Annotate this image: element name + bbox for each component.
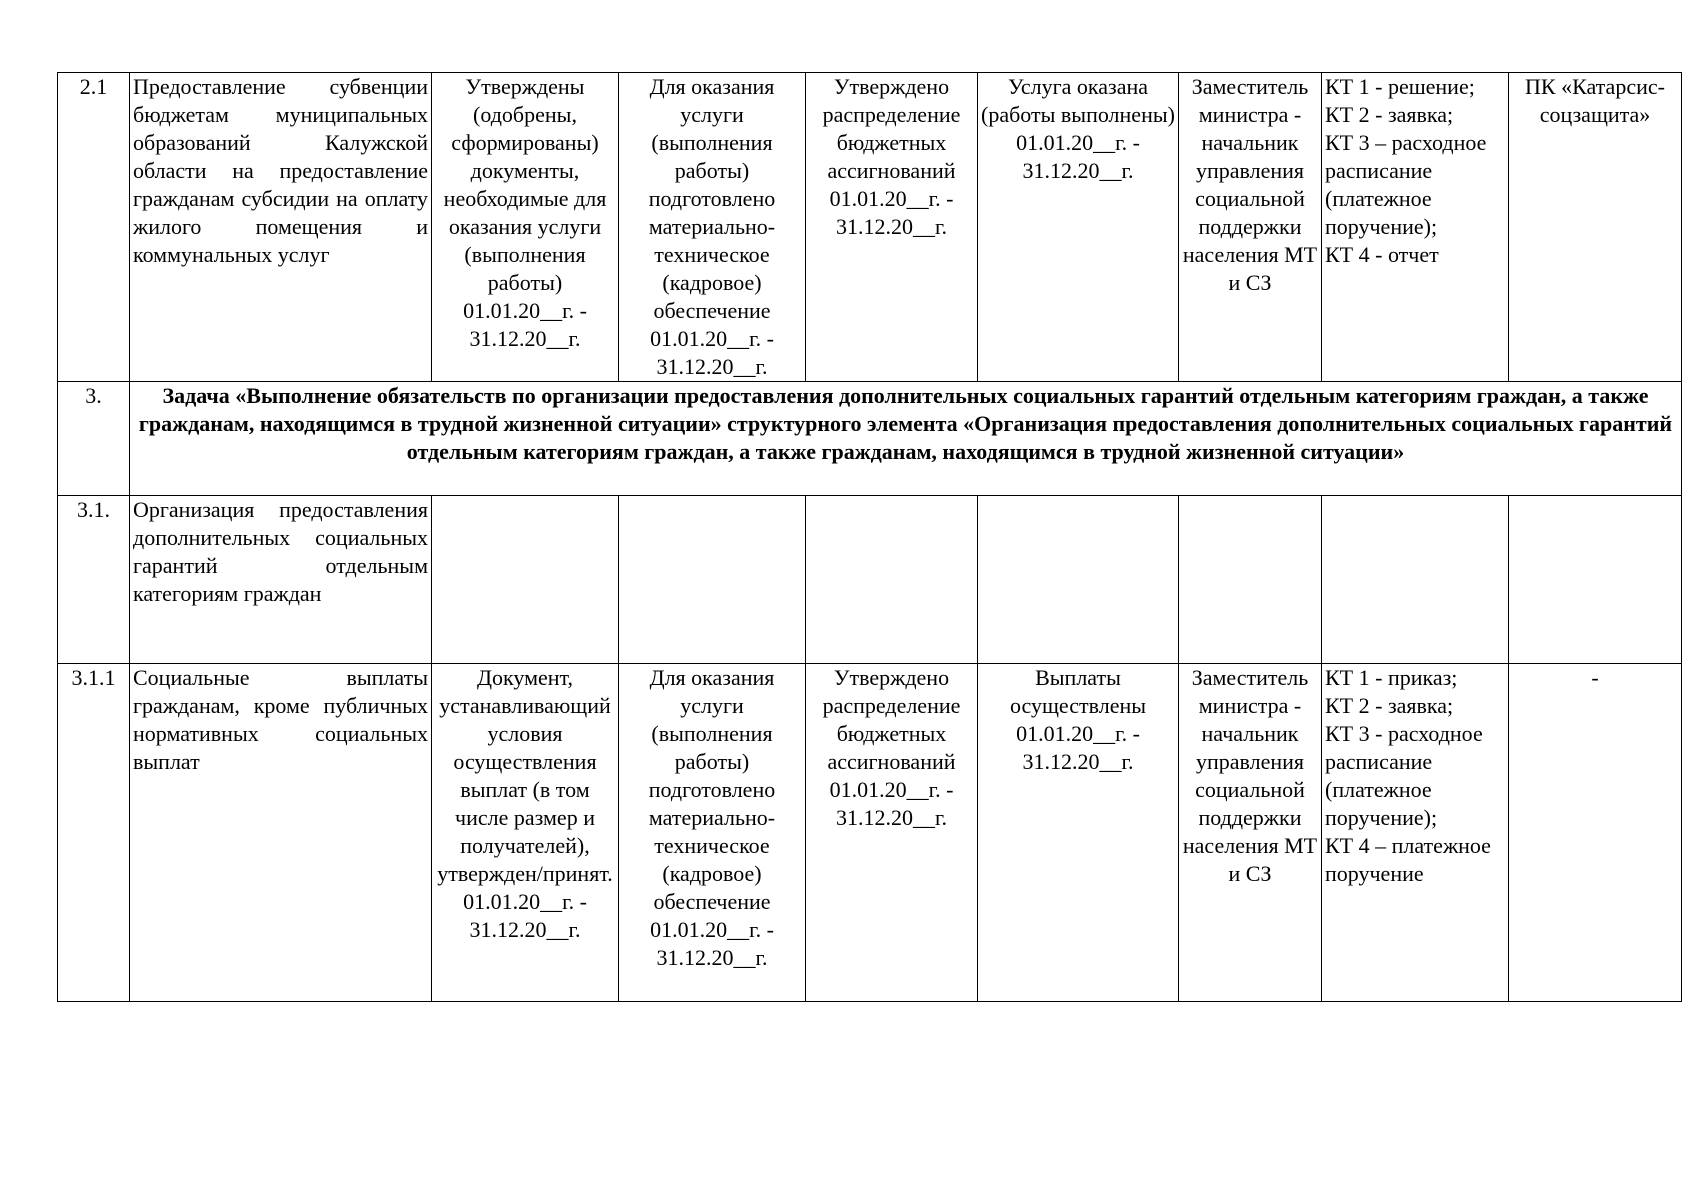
checkpoint-2: КТ 2 - заявка;: [1325, 102, 1454, 127]
empty-cell: [1322, 496, 1509, 664]
row-number: 3.1.: [58, 496, 130, 664]
checkpoints-cell: [1322, 73, 1509, 382]
budget-cell: [806, 664, 978, 1002]
checkpoint-1: КТ 1 - приказ;: [1325, 665, 1458, 690]
row-number: 2.1: [58, 73, 130, 382]
task-title: Задача «Выполнение обязательств по организации предоставления дополнительных социальных гарантий отдельным категориям граждан, а также гражданам, находящимся в трудной жизненной ситуации» структурного элемента «Организация предоставления дополнительных социальных гарантий отдельным категориям граждан, а также гражданам, находящимся в трудной жизненной ситуации»: [130, 382, 1682, 496]
checkpoint-3: КТ 3 – расходное расписание (платежное поручение);: [1325, 130, 1492, 239]
checkpoints-cell: [1322, 664, 1509, 1002]
documents-text: Утверждены (одобрены, сформированы) документы, необходимые для оказания услуги (выполнения работы): [443, 74, 607, 295]
responsible-person: Заместитель министра - начальник управления социальной поддержки населения МТ и СЗ: [1179, 73, 1322, 382]
result-period: 01.01.20__г. - 31.12.20__г.: [1016, 130, 1146, 183]
responsible-person: Заместитель министра - начальник управления социальной поддержки населения МТ и СЗ: [1179, 664, 1322, 1002]
table-row: [58, 496, 1682, 664]
empty-cell: [1509, 496, 1682, 664]
table-row: [58, 73, 1682, 382]
result-cell: [978, 664, 1179, 1002]
result-text: Услуга оказана (работы выполнены): [981, 74, 1175, 127]
plan-table: [57, 72, 1682, 1002]
provision-text: Для оказания услуги (выполнения работы) подготовлено материально-техническое (кадровое) обеспечение: [648, 665, 776, 914]
checkpoint-1: КТ 1 - решение;: [1325, 74, 1475, 99]
empty-cell: [1179, 496, 1322, 664]
task-number: 3.: [58, 382, 130, 496]
documents-cell: [432, 73, 619, 382]
result-cell: [978, 73, 1179, 382]
budget-text: Утверждено распределение бюджетных ассигнований: [822, 665, 961, 774]
checkpoint-4: КТ 4 - отчет: [1325, 242, 1439, 267]
provision-period: 01.01.20__г. - 31.12.20__г.: [650, 917, 780, 970]
result-text: Выплаты осуществлены: [1009, 665, 1147, 718]
checkpoint-3: КТ 3 - расходное расписание (платежное поручение);: [1325, 721, 1489, 830]
provision-cell: [619, 664, 806, 1002]
empty-cell: [619, 496, 806, 664]
empty-cell: [978, 496, 1179, 664]
provision-cell: [619, 73, 806, 382]
budget-period: 01.01.20__г. - 31.12.20__г.: [829, 777, 959, 830]
row-number: 3.1.1: [58, 664, 130, 1002]
information-system: -: [1509, 664, 1682, 1002]
measure-name: Социальные выплаты гражданам, кроме публичных нормативных социальных выплат: [130, 664, 432, 1002]
budget-cell: [806, 73, 978, 382]
table-row: [58, 664, 1682, 1002]
budget-period: 01.01.20__г. - 31.12.20__г.: [829, 186, 959, 239]
empty-cell: [432, 496, 619, 664]
provision-period: 01.01.20__г. - 31.12.20__г.: [650, 326, 780, 379]
provision-text: Для оказания услуги (выполнения работы) подготовлено материально-техническое (кадровое) обеспечение: [648, 74, 776, 323]
measure-name: Организация предоставления дополнительных социальных гарантий отдельным категориям граждан: [130, 496, 432, 664]
documents-text: Документ, устанавливающий условия осуществления выплат (в том числе размер и получателей), утвержден/принят.: [437, 665, 613, 886]
information-system: ПК «Катарсис-соцзащита»: [1509, 73, 1682, 382]
checkpoint-2: КТ 2 - заявка;: [1325, 693, 1454, 718]
documents-period: 01.01.20__г. - 31.12.20__г.: [463, 298, 593, 351]
documents-period: 01.01.20__г. - 31.12.20__г.: [463, 889, 593, 942]
measure-name: Предоставление субвенции бюджетам муниципальных образований Калужской области на предоставление гражданам субсидии на оплату жилого помещения и коммунальных услуг: [130, 73, 432, 382]
result-period: 01.01.20__г. - 31.12.20__г.: [1016, 721, 1146, 774]
task-row: [58, 382, 1682, 496]
empty-cell: [806, 496, 978, 664]
checkpoint-4: КТ 4 – платежное поручение: [1325, 833, 1497, 886]
documents-cell: [432, 664, 619, 1002]
budget-text: Утверждено распределение бюджетных ассигнований: [822, 74, 961, 183]
